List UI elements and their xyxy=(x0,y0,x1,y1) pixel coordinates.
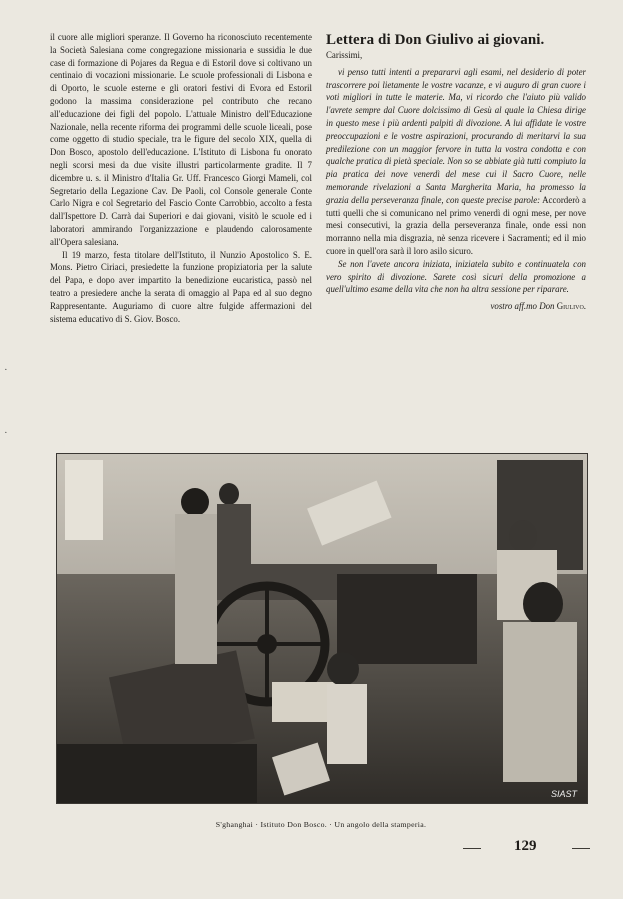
letter-column xyxy=(326,31,586,313)
page-number: 129 xyxy=(514,838,537,854)
printing-shop-photo xyxy=(56,453,588,804)
letter-body xyxy=(326,66,586,258)
letter-body-italic-1: vi penso tutti intenti a prepararvi agli esami, nel desiderio di poter trascorrere poi lietamente le vostre vacanze, e vi auguro di gran cuore i voti migliori in tutte le materie. Ma, vi ricordo che l'aiuto più valido l'avrete sempre dal Cuore dolcissimo di Gesù al quale la Chiesa dirige in questo mese i più ardenti palpiti di divozione. A lui affidate le vostre preoccupazioni e le vostre aspirazioni, procurando di meritarvi la sua predilezione con un maggior fervore in tutta la vostra condotta e con qualche pratica di pietà speciale. Non so se abbiate già tutti compiuto la pia pratica dei nove venerdì del mese cui il Sacro Cuore, nelle memorande rivelazioni a Santa Margherita Maria, ha promesso la grazia della perseveranza finale, con queste precise parole: xyxy=(326,66,586,205)
left-paragraph-2: Il 19 marzo, festa titolare dell'Istituto, il Nunzio Apostolico S. E. Mons. Pietro Ciriaci, presiedette la funzione propiziatoria per la salute del Papa, e dopo aver impartito la benedizione eucaristica, passò nel teatro a presiedere anche la serata di omaggio al Papa ed al suo degno Rappresentante. Auguriamo di cuore altre fulgide affermazioni del sistema educativo di S. Giov. Bosco. xyxy=(50,249,312,324)
letter-body-quote: Accorderò a tutti quelli che si comunicano nel primo venerdì di ogni mese, per nove mesi consecutivi, la grazia della perseveranza finale, onde essi non morranno nella mia disgrazia, nè senza ricevere i Sacramenti; ed il mio cuore in quell'ora sarà il loro asilo sicuro. xyxy=(326,194,587,256)
ornament-dash-left xyxy=(463,848,481,849)
margin-mark-icon: · xyxy=(4,364,8,376)
ornament-dash-right xyxy=(572,848,590,849)
photo-watermark: SIAST xyxy=(550,789,577,799)
signature-prefix: vostro aff.mo Don xyxy=(490,301,557,312)
left-column xyxy=(50,31,312,325)
left-paragraph-1: il cuore alle migliori speranze. Il Governo ha riconosciuto recentemente la Società Salesiana come congregazione missionaria e sussidia le due case di formazione di Pojares da Regua e di Estoril dove si coltivano un centinaio di vocazioni missionarie. Le scuole professionali di Lisbona e di Oporto, le scuole esterne e gli oratori festivi di Evora ed Estoril godono la massima considerazione pel contributo che recano all'educazione dei figli del popolo. L'attuale Ministro dell'Educazione Nazionale, nella recente riforma dei programmi delle scuole liceali, pose come oggetto di studio speciale, tra le figure del secolo XIX, quella di Don Bosco, apostolo dell'educazione. L'Istituto di Lisbona fu onorato negli scorsi mesi da due visite illustri particolarmente gradite. Il 7 dicembre u. s. il Ministro d'Italia Gr. Uff. Francesco Giorgi Mameli, col Segretario della Legazione Cav. De Paoli, col Console generale Conte Carlo Nigra e col Segretario del Fascio Conte Carrobbio, accolto a festa dall'Ispettore D. Carrà dai Superiori e dai giovani, visitò le scuole ed i laboratori ammirando l'organizzazione e plaudendo calorosamente all'Opera salesiana. xyxy=(50,32,312,247)
signature-name: Giulivo. xyxy=(556,301,586,312)
letter-body-italic-2: Se non l'avete ancora iniziata, iniziatela subito e continuatela con vero spirito di divozione. Sarete così sicuri della promozione a quell'ultimo esame della vita che non ha altra sessione per riparare. xyxy=(326,258,586,295)
photo-illustration xyxy=(57,454,587,803)
margin-mark-icon: · xyxy=(4,427,8,439)
letter-signature xyxy=(326,300,586,313)
letter-salutation: Carissimi, xyxy=(326,50,363,60)
photo-caption: S'ghanghai · Istituto Don Bosco. · Un angolo della stamperia. xyxy=(215,820,427,829)
letter-title: Lettera di Don Giulivo ai giovani. xyxy=(326,32,545,48)
